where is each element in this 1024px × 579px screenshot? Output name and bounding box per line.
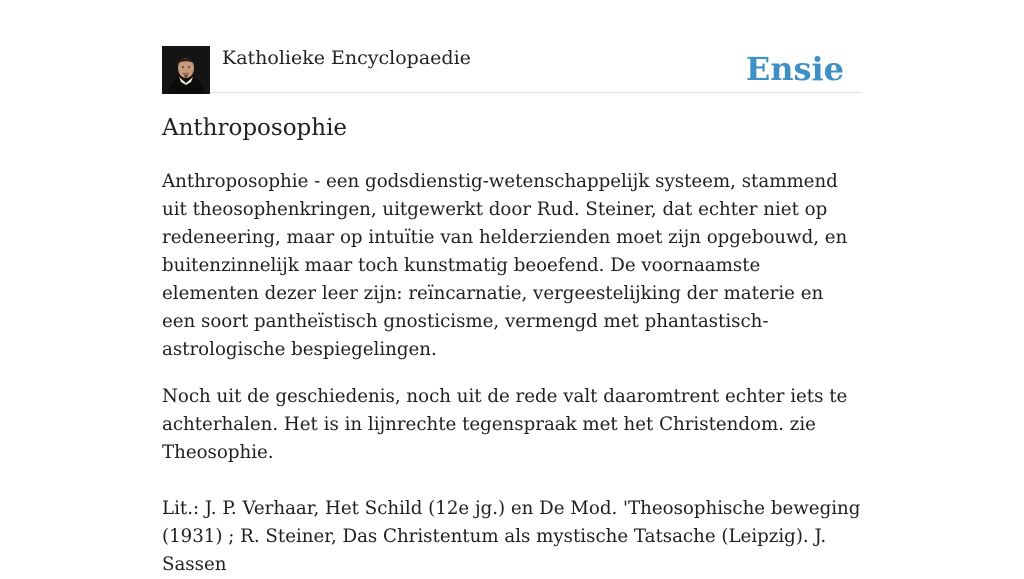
avatar[interactable] (162, 46, 210, 94)
article-paragraph: Anthroposophie - een godsdienstig-wetenschappelijk systeem, stammend uit theosophenkringen, uitgewerkt door Rud. Steiner, dat echter niet op redeneering, maar op intuïtie van helderzienden moet zijn opgebouwd, en buitenzinnelijk maar toch kunstmatig beoefend. De voornaamste elementen dezer leer zijn: reïncarnatie, vergeestelijking der materie en een soort pantheïstisch gnosticisme, vermengd met phantastisch-astrologische bespiegelingen. (162, 171, 848, 360)
portrait-avatar-icon (162, 46, 210, 94)
page-title: Anthroposophie (162, 115, 348, 141)
site-header (162, 46, 862, 93)
literature-reference: Lit.: J. P. Verhaar, Het Schild (12e jg.) en De Mod. 'Theosophische beweging (1931) ; R. Steiner, Das Christentum als mystische Tatsache (Leipzig). J. Sassen (162, 498, 861, 575)
article-paragraph: Noch uit de geschiedenis, noch uit de rede valt daaromtrent echter iets te achterhalen. Het is in lijnrechte tegenspraak met het Christendom. zie Theosophie. (162, 386, 848, 463)
site-name[interactable]: Katholieke Encyclopaedie (222, 47, 471, 69)
article-body (162, 168, 862, 579)
brand-logo[interactable]: Ensie (745, 50, 844, 88)
